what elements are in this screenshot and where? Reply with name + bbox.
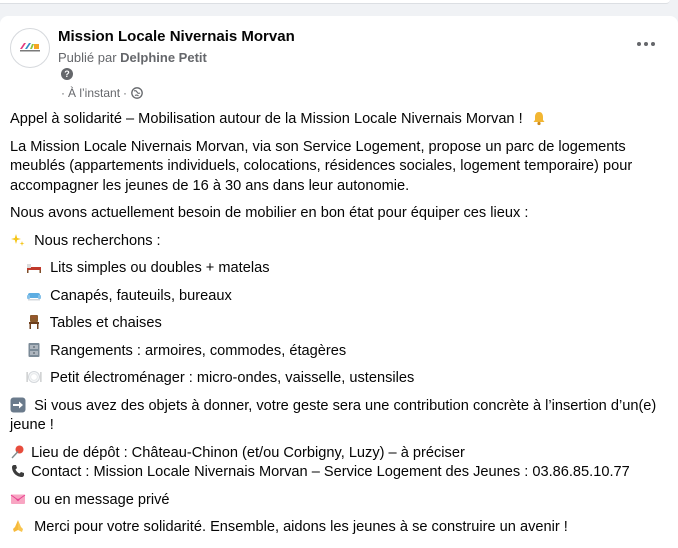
contact-text: Contact : Mission Locale Nivernais Morvan – Service Logement des Jeunes : 03.86.85.10.77	[31, 464, 630, 480]
previous-post-edge	[0, 0, 670, 4]
more-options-icon[interactable]	[632, 34, 660, 54]
private-message-line	[10, 491, 670, 511]
list-item	[26, 259, 670, 279]
list-item	[26, 342, 670, 362]
post-timestamp[interactable]: À l’instant	[68, 86, 121, 100]
list-item	[26, 287, 670, 307]
chair-icon	[26, 314, 42, 330]
donate-text: Si vous avez des objets à donner, votre geste sera une contribution concrète à l’insertion d’un(e) jeune !	[10, 397, 657, 433]
pushpin-icon	[10, 444, 26, 460]
bell-icon	[531, 110, 547, 126]
folded-hands-icon	[10, 518, 26, 534]
dropoff-text: Lieu de dépôt : Château-Chinon (et/ou Corbigny, Luzy) – à préciser	[31, 444, 465, 461]
page-name-link[interactable]: Mission Locale Nivernais Morvan	[58, 28, 295, 45]
list-item	[26, 369, 670, 389]
looking-for-text: Nous recherchons :	[34, 232, 161, 249]
published-by	[58, 50, 207, 65]
bed-icon	[26, 259, 42, 275]
dropoff-line	[10, 444, 670, 464]
telephone-icon	[10, 463, 26, 479]
post-card	[0, 16, 678, 548]
globe-icon[interactable]	[131, 87, 143, 99]
post-body	[10, 110, 670, 546]
love-letter-icon	[10, 491, 26, 507]
need-paragraph: Nous avons actuellement besoin de mobilier en bon état pour équiper ces lieux :	[10, 205, 529, 221]
more-dot	[651, 42, 655, 46]
more-dot	[644, 42, 648, 46]
thanks-text: Merci pour votre solidarité. Ensemble, aidons les jeunes à se construire un avenir !	[34, 519, 568, 535]
right-arrow-icon	[10, 397, 26, 413]
donate-paragraph	[10, 397, 670, 436]
thanks-line	[10, 518, 670, 538]
published-by-label: Publié par	[58, 50, 117, 65]
list-item-text: Canapés, fauteuils, bureaux	[50, 287, 232, 304]
sparkles-icon	[10, 232, 26, 248]
more-dot	[637, 42, 641, 46]
list-item-text: Rangements : armoires, commodes, étagères	[50, 342, 347, 359]
private-message-text: ou en message privé	[34, 491, 170, 508]
list-item-text: Petit électroménager : micro-ondes, vaisselle, ustensiles	[50, 370, 415, 386]
list-item	[26, 314, 670, 334]
headline-paragraph	[10, 110, 670, 130]
headline-text: Appel à solidarité – Mobilisation autour de la Mission Locale Nivernais Morvan !	[10, 111, 523, 127]
separator-dot: ·	[123, 86, 128, 100]
post-meta	[58, 86, 143, 100]
list-item-text: Lits simples ou doubles + matelas	[50, 260, 270, 276]
page-avatar[interactable]	[10, 28, 50, 68]
intro-paragraph: La Mission Locale Nivernais Morvan, via son Service Logement, propose un parc de logements meublés (appartements individuels, colocations, résidences sociales, logement temporaire) pour accompagner les jeunes de 16 à 30 ans dans leur autonomie.	[10, 138, 633, 194]
list-item-text: Tables et chaises	[49, 315, 162, 331]
contact-line	[10, 463, 670, 483]
author-link[interactable]: Delphine Petit	[120, 50, 207, 65]
looking-for-line	[10, 232, 670, 252]
plate-icon	[26, 369, 42, 385]
cabinet-icon	[26, 342, 42, 358]
post-header	[10, 28, 666, 108]
couch-icon	[26, 287, 42, 303]
help-icon[interactable]: ?	[61, 68, 73, 80]
separator-dot: ·	[61, 86, 65, 100]
